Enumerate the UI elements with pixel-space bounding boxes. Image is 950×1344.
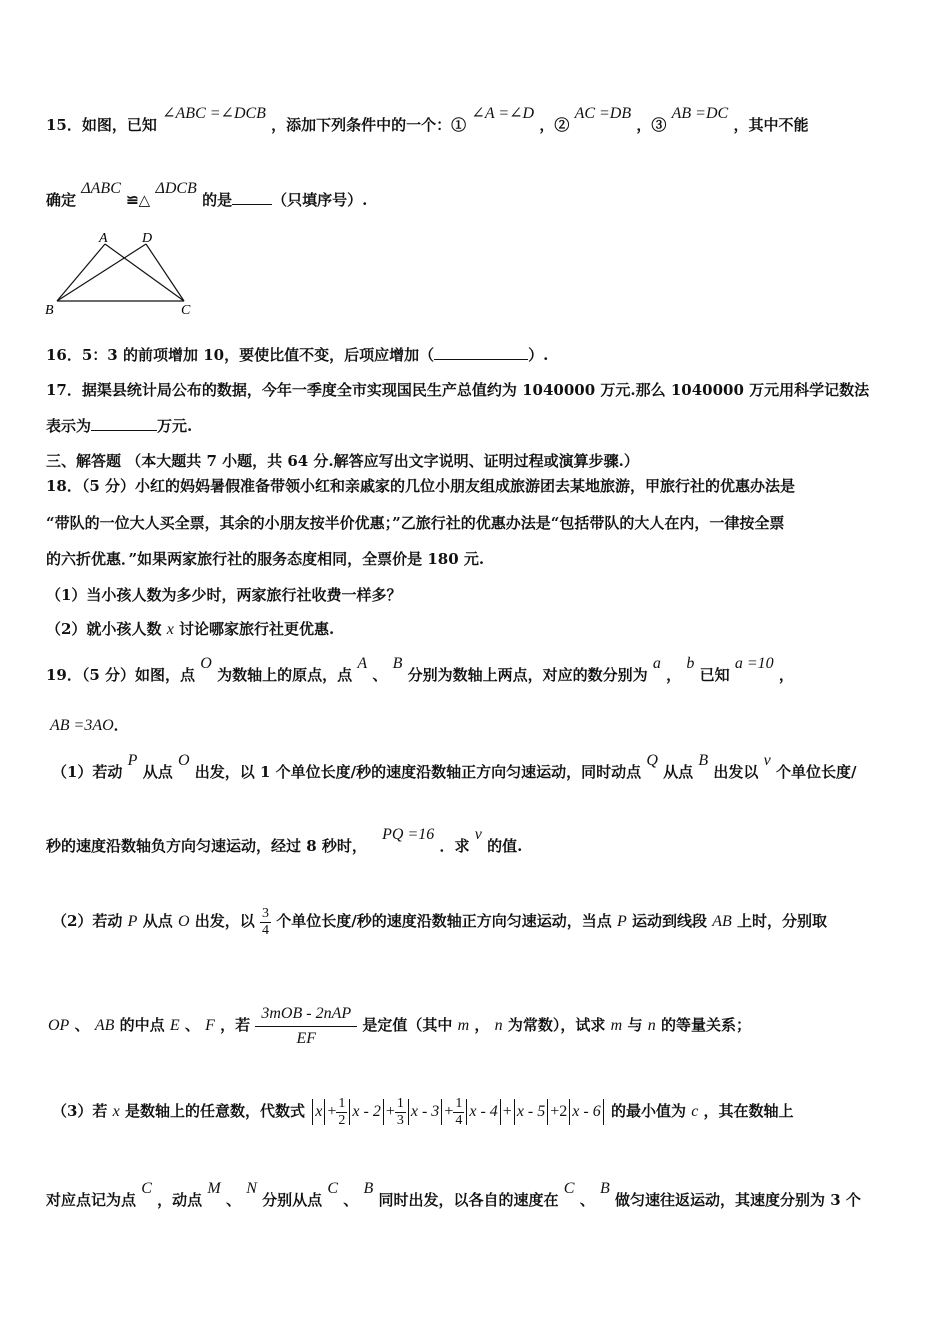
q16-text: ）.: [528, 346, 549, 364]
segment-ab: AB: [712, 913, 732, 930]
q19-text: 分别为数轴上两点，对应的数分别为: [407, 666, 648, 684]
frac-num: 1: [396, 1095, 404, 1111]
q19-text: 的中点: [119, 1016, 165, 1034]
q19-text: 个单位长度/秒的速度沿数轴正方向匀速运动，当点: [276, 912, 612, 930]
plus-sign: +: [327, 1103, 337, 1120]
frac-num: 1: [338, 1095, 346, 1111]
q19-text: （1）若动: [52, 763, 123, 781]
q19-part1-line2: [46, 826, 523, 857]
q19-part1-line1: [52, 752, 857, 783]
point-f: F: [205, 1017, 215, 1034]
q15-given-angle: ∠ABC =∠DCB: [162, 105, 266, 122]
point-a: A: [357, 655, 368, 672]
point-p: P: [127, 913, 138, 930]
point-p: P: [127, 752, 138, 769]
segment-ab: AB: [94, 1017, 115, 1034]
q19-text: 、: [225, 1191, 241, 1209]
a-equals-10: a =10: [734, 655, 774, 672]
frac-num: 1: [455, 1095, 463, 1111]
section-3-heading: 三、解答题 （本大题共 7 小题，共 64 分.解答应写出文字说明、证明过程或演算步骤.）: [46, 452, 639, 470]
q18-part1: （1）当小孩人数为多少时，两家旅行社收费一样多？: [46, 586, 402, 604]
q17-line2: [46, 416, 192, 436]
point-e: E: [169, 1017, 180, 1034]
q19-text: 做匀速往返运动，其速度分别为 3 个: [614, 1191, 861, 1209]
q15-condition-1: ∠A =∠D: [471, 105, 535, 122]
point-o: O: [200, 655, 212, 672]
q18-line1: 18．（5 分）小红的妈妈暑假准备带领小红和亲戚家的几位小朋友组成旅游团去某地旅游，甲旅行社的优惠办法是: [46, 477, 796, 495]
q15-text: （只填序号）.: [272, 191, 368, 209]
q19-text: 的最小值为: [610, 1102, 686, 1120]
abs-bar: [569, 1099, 570, 1125]
q19-text: 分别从点: [262, 1191, 323, 1209]
point-p: P: [616, 913, 627, 930]
q19-text: （3）若: [52, 1102, 108, 1120]
q19-text: 从点: [142, 912, 173, 930]
q15-text: ，添加下列条件中的一个：①: [271, 116, 467, 134]
abs-bar: [383, 1099, 384, 1125]
q19-text: ，若: [220, 1016, 251, 1034]
q19-line1: [46, 655, 794, 686]
var-n: n: [494, 1017, 503, 1034]
triangle-figure: [42, 228, 202, 320]
plus-sign: +: [385, 1103, 395, 1120]
var-v: v: [763, 752, 771, 769]
q18-text: 讨论哪家旅行社更优惠.: [179, 620, 335, 638]
frac-den: EF: [255, 1026, 357, 1051]
q19-line2: [50, 715, 129, 736]
q15-line1: [46, 105, 809, 136]
q15-text: 确定: [46, 191, 77, 209]
segment-bd: [57, 244, 146, 301]
q19-text: 从点: [142, 763, 173, 781]
fraction-expression: [255, 1002, 357, 1051]
point-b: B: [392, 655, 403, 672]
q19-text: 上时，分别取: [736, 912, 827, 930]
term: x - 3: [410, 1103, 440, 1120]
term: x: [315, 1103, 323, 1120]
point-q: Q: [646, 752, 658, 769]
label-d: D: [142, 231, 153, 246]
q19-text: （2）若动: [52, 912, 123, 930]
point-b: B: [599, 1180, 610, 1197]
plus-sign: +: [550, 1103, 560, 1120]
q19-text: ．求: [439, 837, 470, 855]
q19-text: 、: [184, 1016, 200, 1034]
q19-text: ，: [778, 666, 794, 684]
abs-bar: [603, 1099, 604, 1125]
coefficient: 2: [559, 1103, 568, 1120]
q17-text: 表示为: [46, 417, 92, 435]
q18-line2: “带队的一位大人买全票，其余的小朋友按半价优惠；”乙旅行社的优惠办法是“包括带队的大人在内，一律按全票: [46, 514, 785, 532]
point-c: C: [141, 1180, 152, 1197]
abs-bar: [547, 1099, 548, 1125]
q19-text: 为常数），试求: [507, 1016, 606, 1034]
var-c: c: [691, 1103, 699, 1120]
frac-den: 4: [455, 1112, 463, 1128]
abs-bar: [312, 1099, 313, 1125]
var-b: b: [686, 655, 695, 672]
q15-number: 15．如图，已知: [46, 116, 157, 134]
q19-part3-line2: [46, 1180, 861, 1211]
label-a: A: [99, 231, 108, 246]
term: x - 2: [352, 1103, 381, 1120]
q19-text: ．: [113, 716, 129, 734]
var-m: m: [457, 1017, 470, 1034]
q19-text: 、: [343, 1191, 359, 1209]
abs-bar: [514, 1099, 515, 1125]
frac-num: 3: [261, 905, 269, 921]
q19-text: 、: [579, 1191, 595, 1209]
q18-text: （2）就小孩人数: [46, 620, 162, 638]
var-v: v: [474, 826, 482, 843]
q19-text: 出发，以 1 个单位长度/秒的速度沿数轴正方向匀速运动，同时动点: [194, 763, 642, 781]
abs-bar: [349, 1099, 350, 1125]
q19-text: ，动点: [157, 1191, 203, 1209]
point-b: B: [363, 1180, 374, 1197]
point-o: O: [177, 752, 190, 769]
q18-part2: [46, 619, 334, 640]
congruent-symbol: ≌△: [126, 191, 151, 209]
segment-op: OP: [48, 1017, 70, 1034]
abs-bar: [466, 1099, 467, 1125]
fraction-1-4: [453, 1096, 464, 1129]
q19-text: 的等量关系；: [660, 1016, 751, 1034]
q19-text: 是定值（其中: [362, 1016, 453, 1034]
segment-ba: [57, 244, 105, 301]
fraction-1-3: [395, 1096, 406, 1129]
var-n: n: [647, 1017, 656, 1034]
q19-text: 秒的速度沿数轴负方向匀速运动，经过 8 秒时，: [46, 837, 367, 855]
q19-part2-line1: [52, 900, 827, 943]
abs-bar: [441, 1099, 442, 1125]
q15-condition-2: AC =DB: [574, 105, 632, 122]
var-m: m: [610, 1017, 623, 1034]
q15-text: 的是: [202, 191, 233, 209]
point-b: B: [698, 752, 709, 769]
term: x - 6: [572, 1103, 601, 1120]
var-x: x: [112, 1103, 120, 1120]
q19-text: 、: [372, 666, 388, 684]
term: x - 5: [516, 1103, 546, 1120]
point-m: M: [207, 1180, 221, 1197]
q15-line2: [46, 180, 368, 211]
q19-text: 运动到线段: [631, 912, 707, 930]
plus-sign: +: [502, 1103, 512, 1120]
frac-den: 2: [338, 1112, 346, 1128]
label-b: B: [45, 303, 54, 318]
label-c: C: [181, 303, 191, 318]
plus-sign: +: [444, 1103, 454, 1120]
q19-text: ，: [474, 1016, 490, 1034]
q19-text: 对应点记为点: [46, 1191, 137, 1209]
pq-equals-16: PQ =16: [382, 826, 435, 843]
abs-bar: [408, 1099, 409, 1125]
q19-text: 、: [74, 1016, 90, 1034]
point-o: O: [177, 913, 190, 930]
q15-text: ，其中不能: [733, 116, 809, 134]
var-a: a: [652, 655, 661, 672]
answer-blank: [232, 190, 272, 205]
frac-den: 3: [396, 1112, 404, 1128]
var-x: x: [166, 621, 174, 638]
q19-text: 个单位长度/: [776, 763, 857, 781]
q17-line1: 17．据渠县统计局公布的数据，今年一季度全市实现国民生产总值约为 1040000 万元.那么 1040000 万元用科学记数法: [46, 381, 870, 399]
point-c: C: [327, 1180, 339, 1197]
q19-part3-line1: [52, 1088, 794, 1135]
frac-num: 3mOB - 2nAP: [261, 1004, 352, 1022]
q19-text: 为数轴上的原点，点: [217, 666, 353, 684]
q17-text: 万元.: [157, 417, 193, 435]
fraction-3-4: [260, 906, 271, 939]
q19-text: 已知: [699, 666, 730, 684]
answer-blank: [91, 416, 157, 431]
q19-text: 出发，以: [194, 912, 255, 930]
q19-text: 的值.: [487, 837, 523, 855]
q19-text: ，其在数轴上: [703, 1102, 794, 1120]
q19-text: 是数轴上的任意数，代数式: [125, 1102, 306, 1120]
q16-text: 16．5：3 的前项增加 10，要使比值不变，后项应增加（: [46, 346, 435, 364]
segment-dc: [146, 244, 184, 301]
q15-text: ，②: [539, 116, 570, 134]
q16: [46, 345, 548, 365]
q18-line3: 的六折优惠．”如果两家旅行社的服务态度相同，全票价是 180 元.: [46, 550, 485, 568]
q19-part2-line2: [48, 1000, 751, 1051]
q19-text: ，: [666, 666, 682, 684]
algebraic-expression: [310, 1095, 605, 1128]
q15-text: ，③: [636, 116, 667, 134]
q19-text: 19．（5 分）如图，点: [46, 666, 196, 684]
abs-bar: [324, 1099, 325, 1125]
q15-condition-3: AB =DC: [671, 105, 729, 122]
term: x - 4: [469, 1103, 498, 1120]
q15-triangle-dcb: ΔDCB: [155, 180, 197, 197]
answer-blank: [434, 345, 528, 360]
q19-text: 从点: [663, 763, 694, 781]
q15-triangle-abc: ΔABC: [81, 180, 121, 197]
fraction-1-2: [336, 1096, 347, 1129]
abs-bar: [500, 1099, 501, 1125]
q19-text: 与: [627, 1016, 643, 1034]
point-n: N: [246, 1180, 257, 1197]
segment-ac: [105, 244, 184, 301]
q19-text: 出发以: [713, 763, 759, 781]
frac-den: 4: [261, 922, 269, 938]
ab-equals-3ao: AB =3AO: [50, 717, 114, 734]
point-c: C: [563, 1180, 575, 1197]
q19-text: 同时出发，以各自的速度在: [378, 1191, 559, 1209]
